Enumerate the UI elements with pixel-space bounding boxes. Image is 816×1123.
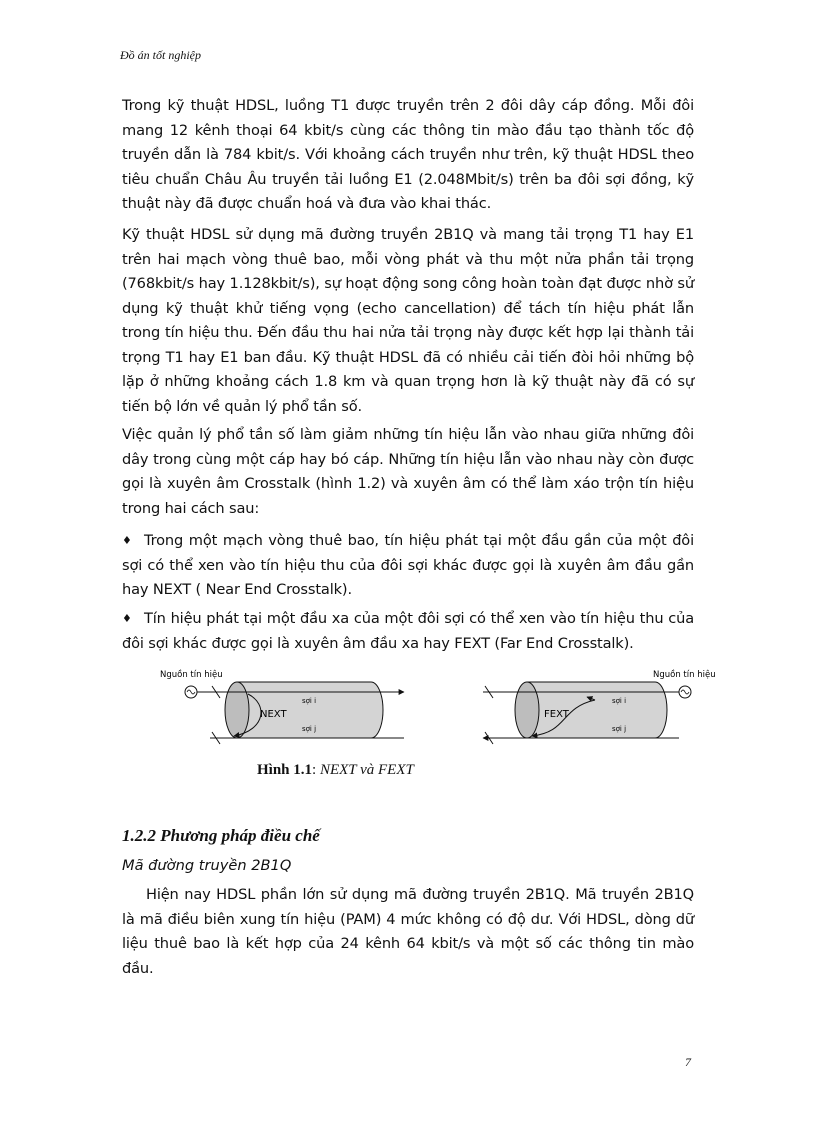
fext-x-marks <box>485 686 493 744</box>
bullet-next <box>122 529 694 603</box>
bullet-fext <box>122 607 694 656</box>
next-x-marks <box>212 686 220 744</box>
section-subtitle: Mã đường truyền 2B1Q <box>122 857 292 874</box>
next-label: NEXT <box>260 709 287 720</box>
next-pair-i-label: sợi i <box>302 697 317 705</box>
paragraph-2b1q-intro: Hiện nay HDSL phần lớn sử dụng mã đường truyền 2B1Q. Mã truyền 2B1Q là mã điều biên xung tín hiệu (PAM) 4 mức không có độ dư. Với HDSL, dòng dữ liệu thuê bao là kết hợp của 24 kênh 64 kbit/s và một số các thông tin mào đầu. <box>122 886 694 977</box>
fext-pair-j-label: sợi j <box>612 725 627 733</box>
paragraph-hdsl-t1: Trong kỹ thuật HDSL, luồng T1 được truyền trên 2 đôi dây cáp đồng. Mỗi đôi mang 12 kênh thoại 64 kbit/s cùng các thông tin mào đầu tạo thành tốc độ truyền dẫn là 784 kbit/s. Với khoảng cách truyền như trên, kỹ thuật HDSL theo tiêu chuẩn Châu Âu truyền tải luồng E1 (2.048Mbit/s) trên ba đôi sợi đồng, kỹ thuật này đã được chuẩn hoá và đưa vào khai thác. <box>122 97 694 212</box>
fext-cable-end <box>515 682 539 738</box>
section-title: 1.2.2 Phương pháp điều chế <box>122 826 320 845</box>
bullet-diamond-icon: ♦ <box>122 612 132 625</box>
figure-caption-text: NEXT và FEXT <box>319 762 414 778</box>
figure-caption-separator: : <box>312 762 320 778</box>
next-source-label: Nguồn tín hiệu <box>160 670 223 680</box>
bullet-diamond-icon: ♦ <box>122 534 132 547</box>
fext-sine-icon <box>681 690 689 694</box>
bullet-fext-text: Tín hiệu phát tại một đầu xa của một đôi sợi có thể xen vào tín hiệu thu của đôi sợi khác được gọi là xuyên âm đầu xa hay FEXT (Far End Crosstalk). <box>122 610 694 652</box>
fext-pair-i-label: sợi i <box>612 697 627 705</box>
paragraph-hdsl-2b1q: Kỹ thuật HDSL sử dụng mã đường truyền 2B1Q và mang tải trọng T1 hay E1 trên hai mạch vòng thuê bao, mỗi vòng phát và thu một nửa phần tải trọng (768kbit/s hay 1.128kbit/s), sự hoạt động song công hoàn toàn đạt được nhờ sử dụng kỹ thuật khử tiếng vọng (echo cancellation) để tách tín hiệu phát lẫn trong tín hiệu thu. Đến đầu thu hai nửa tải trọng này được kết hợp lại thành tải trọng T1 hay E1 ban đầu. Kỹ thuật HDSL đã có nhiều cải tiến đòi hỏi những bộ lặp ở những khoảng cách 1.8 km và quan trọng hơn là kỹ thuật này đã có sự tiến bộ lớn về quản lý phổ tần số. <box>122 226 694 415</box>
next-diagram <box>160 669 404 744</box>
page-number: 7 <box>685 1055 691 1069</box>
paragraph-spectrum-management: Việc quản lý phổ tần số làm giảm những tín hiệu lẫn vào nhau giữa những đôi dây trong cùng một cáp hay bó cáp. Những tín hiệu lẫn vào nhau này còn được gọi là xuyên âm Crosstalk (hình 1.2) và xuyên âm có thể làm xáo trộn tín hiệu trong hai cách sau: <box>122 426 694 517</box>
figure-caption-number: Hình 1.1 <box>257 762 313 778</box>
next-fext-figure <box>150 664 740 754</box>
figure-caption <box>257 762 414 779</box>
fext-label: FEXT <box>544 709 569 720</box>
fext-source-label: Nguồn tín hiệu <box>653 670 716 680</box>
next-cable-end <box>225 682 249 738</box>
bullet-next-text: Trong một mạch vòng thuê bao, tín hiệu phát tại một đầu gần của một đôi sợi có thể xen vào tín hiệu thu của đôi sợi khác được gọi là xuyên âm đầu gần hay NEXT ( Near End Crosstalk). <box>122 532 694 598</box>
document-header: Đồ án tốt nghiệp <box>120 48 201 62</box>
fext-diagram <box>483 669 716 744</box>
next-pair-j-label: sợi j <box>302 725 317 733</box>
next-sine-icon <box>187 690 195 694</box>
